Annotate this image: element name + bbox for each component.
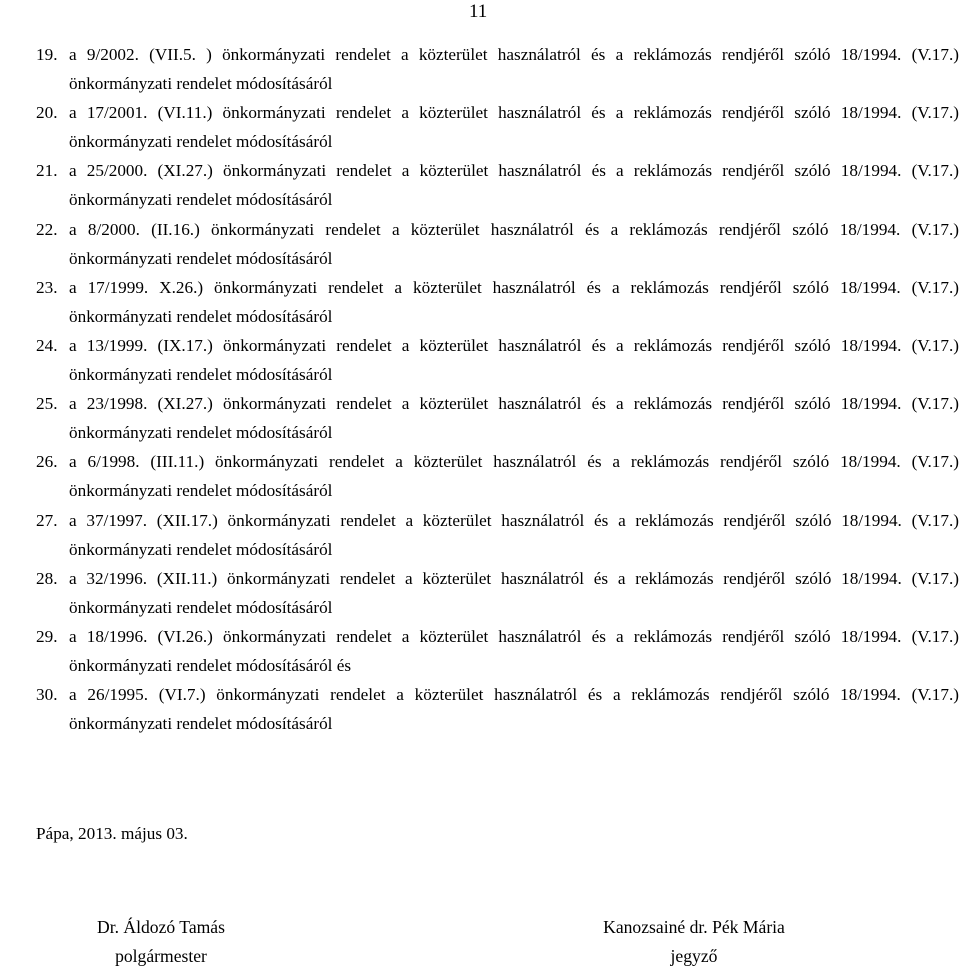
list-item: [36, 273, 959, 331]
item-text: a 32/1996. (XII.11.) önkormányzati rendelet a közterület használatról és a reklámozás rendjéről szóló 18/1994. (V.17.) önkormányzati rendelet módosításáról: [69, 568, 959, 617]
item-number: 20.: [36, 103, 58, 123]
item-number: 22.: [36, 219, 58, 239]
signatory-name: Kanozsainé dr. Pék Mária: [603, 917, 785, 937]
item-text: a 18/1996. (VI.26.) önkormányzati rendelet a közterület használatról és a reklámozás rendjéről szóló 18/1994. (V.17.) önkormányzati rendelet módosításáról és: [69, 626, 959, 675]
signature-block-mayor: [0, 913, 326, 971]
list-item: [36, 98, 959, 156]
signature-block-notary: [529, 913, 859, 971]
item-number: 25.: [36, 394, 58, 414]
item-text: a 6/1998. (III.11.) önkormányzati rendelet a közterület használatról és a reklámozás rendjéről szóló 18/1994. (V.17.) önkormányzati rendelet módosításáról: [69, 452, 959, 501]
item-text: a 17/2001. (VI.11.) önkormányzati rendelet a közterület használatról és a reklámozás rendjéről szóló 18/1994. (V.17.) önkormányzati rendelet módosításáról: [69, 103, 959, 152]
signatory-title: jegyző: [670, 946, 718, 966]
signatory-title: polgármester: [115, 946, 207, 966]
item-number: 23.: [36, 277, 58, 297]
list-item: [36, 506, 959, 564]
item-number: 26.: [36, 452, 58, 472]
regulation-list: [36, 40, 959, 738]
list-item: [36, 564, 959, 622]
list-item: [36, 331, 959, 389]
item-text: a 25/2000. (XI.27.) önkormányzati rendelet a közterület használatról és a reklámozás rendjéről szóló 18/1994. (V.17.) önkormányzati rendelet módosításáról: [69, 161, 959, 210]
item-text: a 13/1999. (IX.17.) önkormányzati rendelet a közterület használatról és a reklámozás rendjéről szóló 18/1994. (V.17.) önkormányzati rendelet módosításáról: [69, 335, 959, 385]
item-text: a 9/2002. (VII.5. ) önkormányzati rendelet a közterület használatról és a reklámozás rendjéről szóló 18/1994. (V.17.) önkormányzati rendelet módosításáról: [69, 45, 959, 94]
item-number: 24.: [36, 335, 58, 355]
list-item: [36, 389, 959, 447]
item-text: a 26/1995. (VI.7.) önkormányzati rendelet a közterület használatról és a reklámozás rendjéről szóló 18/1994. (V.17.) önkormányzati rendelet módosításáról: [69, 685, 959, 734]
list-item: [36, 447, 959, 505]
list-item: [36, 40, 959, 98]
item-number: 19.: [36, 45, 58, 64]
item-text: a 37/1997. (XII.17.) önkormányzati rendelet a közterület használatról és a reklámozás rendjéről szóló 18/1994. (V.17.) önkormányzati rendelet módosításáról: [69, 510, 959, 559]
page-number: 11: [469, 1, 488, 22]
list-item: [36, 622, 959, 680]
signatory-name: Dr. Áldozó Tamás: [97, 917, 225, 937]
item-number: 27.: [36, 510, 58, 530]
item-number: 30.: [36, 685, 58, 705]
item-number: 21.: [36, 161, 58, 181]
list-item: [36, 156, 959, 214]
item-number: 29.: [36, 626, 58, 646]
place-date: Pápa, 2013. május 03.: [36, 824, 188, 843]
item-number: 28.: [36, 568, 58, 588]
item-text: a 17/1999. X.26.) önkormányzati rendelet a közterület használatról és a reklámozás rendjéről szóló 18/1994. (V.17.) önkormányzati rendelet módosításáról: [69, 277, 959, 326]
list-item: [36, 215, 959, 273]
list-item: [36, 680, 959, 738]
item-text: a 23/1998. (XI.27.) önkormányzati rendelet a közterület használatról és a reklámozás rendjéről szóló 18/1994. (V.17.) önkormányzati rendelet módosításáról: [69, 394, 959, 443]
item-text: a 8/2000. (II.16.) önkormányzati rendelet a közterület használatról és a reklámozás rendjéről szóló 18/1994. (V.17.) önkormányzati rendelet módosításáról: [69, 219, 959, 268]
